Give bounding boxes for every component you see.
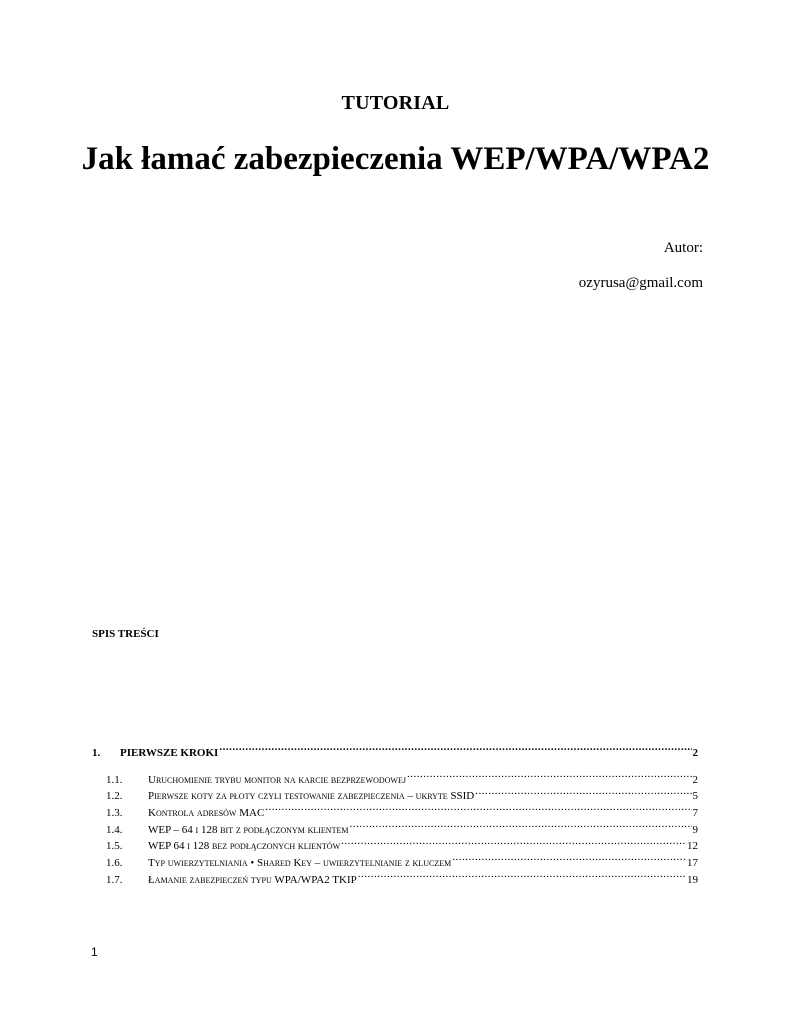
toc-entry[interactable] xyxy=(92,854,698,871)
toc-entry-label: WEP – 64 i 128 bit z podłączonym klientem xyxy=(148,823,349,836)
toc-entry-label: Uruchomienie trybu monitor na karcie bezprzewodowej xyxy=(148,773,406,786)
toc-entry-number: 1.6. xyxy=(106,857,123,870)
toc-entry-page: 9 xyxy=(692,823,698,836)
toc-entry-page: 5 xyxy=(692,790,698,803)
toc-entry-page: 2 xyxy=(692,773,698,786)
toc-entry-label: Pierwsze koty za płoty czyli testowanie zabezpieczenia – ukryte SSID xyxy=(148,790,475,803)
toc-entry[interactable] xyxy=(92,821,698,838)
toc-entry-page: 17 xyxy=(687,857,698,870)
toc-entry-number: 1.1. xyxy=(106,773,123,786)
toc-dot-leader xyxy=(341,837,686,849)
toc-entry[interactable] xyxy=(92,787,698,804)
toc-entry-label: Łamanie zabezpieczeń typu WPA/WPA2 TKIP xyxy=(148,873,357,886)
table-of-contents xyxy=(92,744,698,888)
document-title: Jak łamać zabezpieczenia WEP/WPA/WPA2 xyxy=(81,141,710,177)
toc-heading: SPIS TREŚCI xyxy=(92,628,159,640)
toc-dot-leader xyxy=(452,854,686,866)
toc-entry-number: 1.4. xyxy=(106,823,123,836)
toc-dot-leader xyxy=(407,771,692,783)
toc-entry-page: 7 xyxy=(692,807,698,820)
author-email: ozyrusa@gmail.com xyxy=(578,275,703,291)
toc-dot-leader xyxy=(475,787,691,799)
toc-entry-number: 1.3. xyxy=(106,807,123,820)
author-label: Autor: xyxy=(663,240,703,256)
page-number: 1 xyxy=(91,945,98,959)
toc-dot-leader xyxy=(349,821,691,833)
toc-entry-label: PIERWSZE KROKI xyxy=(120,747,219,759)
toc-entry[interactable] xyxy=(92,837,698,854)
toc-entry[interactable] xyxy=(92,871,698,888)
toc-entry-label: WEP 64 i 128 bez podłączonych klientów xyxy=(148,840,341,853)
toc-entry[interactable] xyxy=(92,744,698,761)
toc-dot-leader xyxy=(358,871,686,883)
toc-entry-number: 1.2. xyxy=(106,790,123,803)
toc-dot-leader xyxy=(219,744,691,756)
toc-entry-label: Typ uwierzytelniania • Shared Key – uwierzytelnianie z kluczem xyxy=(148,857,452,870)
document-kicker: TUTORIAL xyxy=(341,92,450,114)
toc-dot-leader xyxy=(265,804,691,816)
toc-entry-page: 2 xyxy=(692,747,698,759)
toc-entry-page: 19 xyxy=(687,873,698,886)
toc-entry-label: Kontrola adresów MAC xyxy=(148,807,265,820)
toc-entry[interactable] xyxy=(92,771,698,788)
toc-entry-number: 1. xyxy=(92,747,101,759)
toc-entry-page: 12 xyxy=(687,840,698,853)
toc-entry[interactable] xyxy=(92,804,698,821)
toc-entry-number: 1.7. xyxy=(106,873,123,886)
toc-entry-number: 1.5. xyxy=(106,840,123,853)
